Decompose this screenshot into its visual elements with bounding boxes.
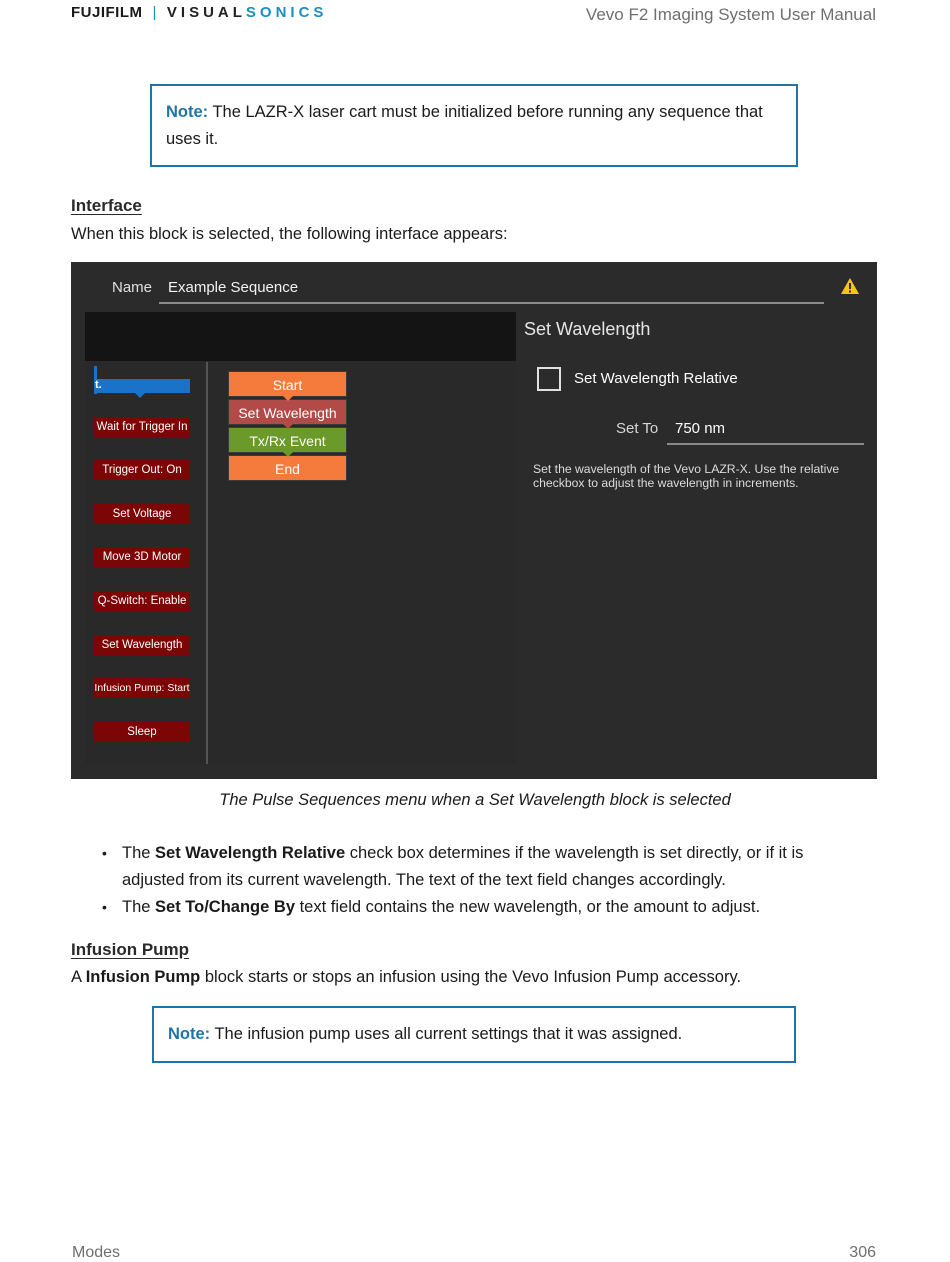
sequence-block-label: End <box>275 461 300 477</box>
figure-caption: The Pulse Sequences menu when a Set Wavelength block is selected <box>219 791 731 809</box>
palette-divider <box>206 362 208 764</box>
sequence-block-label: Start <box>272 377 303 393</box>
footer-section-name: Modes <box>72 1244 121 1261</box>
sequence-block-end[interactable] <box>228 455 347 481</box>
bullet-text-pre: The <box>122 898 156 916</box>
infusion-pump-description <box>71 968 741 987</box>
section-heading-interface: Interface <box>71 196 142 215</box>
sequence-block-tx-rx-event[interactable] <box>228 427 347 453</box>
bullet-item-relative <box>100 840 840 894</box>
bullet-text-post: check box determines if the wavelength is set directly, or if it is adjusted from its current wavelength. The text of the text field changes accordingly. <box>122 844 804 889</box>
palette-block-set-voltage[interactable]: Set Voltage <box>94 504 190 524</box>
bullet-text-pre: The <box>122 844 156 862</box>
sequence-block-start[interactable] <box>228 371 347 397</box>
selection-arrow-icon <box>135 393 145 398</box>
interface-intro: When this block is selected, the following interface appears: <box>71 225 508 243</box>
properties-panel-title: Set Wavelength <box>524 319 651 339</box>
note-box-laser <box>150 84 798 167</box>
bullet-item-set-to <box>100 894 840 921</box>
sequence-block-set-wavelength[interactable] <box>228 399 347 425</box>
block-description: Set the wavelength of the Vevo LAZR-X. Use the relative checkbox to adjust the wavelength in increments. <box>533 462 840 490</box>
selected-block-marker: t. <box>95 379 102 391</box>
palette-block-wait-trigger[interactable]: Wait for Trigger In <box>94 417 190 437</box>
bullet-text-post: text field contains the new wavelength, or the amount to adjust. <box>295 898 761 916</box>
name-label: Name <box>112 279 153 296</box>
palette-block-set-wavelength[interactable]: Set Wavelength <box>94 635 190 655</box>
logo-divider: | <box>152 4 157 21</box>
bullet-text-bold: Set Wavelength Relative <box>155 844 346 862</box>
note-label: Note: <box>166 103 209 121</box>
note-text: The infusion pump uses all current settings that it was assigned. <box>210 1025 683 1043</box>
manual-title: Vevo F2 Imaging System User Manual <box>585 5 876 24</box>
page-number: 306 <box>849 1244 876 1261</box>
section-heading-infusion-pump: Infusion Pump <box>71 940 190 959</box>
logo-visual-text: VISUAL <box>166 4 246 21</box>
selected-block-indicator[interactable] <box>94 379 190 393</box>
note-label: Note: <box>168 1025 211 1043</box>
palette-block-q-switch[interactable]: Q-Switch: Enable <box>94 591 190 611</box>
note-box-infusion <box>152 1006 796 1063</box>
sequence-header-bar <box>85 312 516 361</box>
palette-block-sleep[interactable]: Sleep <box>94 722 190 742</box>
sequence-name-input[interactable]: Example Sequence <box>168 279 299 296</box>
fujifilm-visualsonics-logo <box>71 4 327 21</box>
logo-sonics-text: SONICS <box>245 4 328 21</box>
pulse-sequences-screenshot <box>71 262 877 779</box>
connector-notch <box>283 424 293 429</box>
infusion-text-pre: A <box>71 968 86 986</box>
name-input-underline <box>159 302 824 304</box>
sequence-block-label: Tx/Rx Event <box>249 433 326 449</box>
note-text: The LAZR-X laser cart must be initialized before running any sequence that uses it. <box>166 103 763 148</box>
sequence-block-label: Set Wavelength <box>238 405 337 421</box>
palette-block-infusion-pump[interactable]: Infusion Pump: Start <box>94 678 190 698</box>
warning-triangle-icon[interactable] <box>840 277 860 295</box>
set-to-input-underline <box>667 443 864 445</box>
connector-notch <box>283 396 293 401</box>
connector-notch <box>283 452 293 457</box>
infusion-text-post: block starts or stops an infusion using the Vevo Infusion Pump accessory. <box>200 968 742 986</box>
set-to-label: Set To <box>616 420 659 437</box>
palette-block-trigger-out[interactable]: Trigger Out: On <box>94 460 190 480</box>
logo-fujifilm-text: FUJIFILM <box>71 4 143 21</box>
infusion-text-bold: Infusion Pump <box>85 968 201 986</box>
palette-block-move-3d-motor[interactable]: Move 3D Motor <box>94 547 190 567</box>
bullet-text-bold: Set To/Change By <box>155 898 295 916</box>
bullet-list <box>100 840 840 921</box>
set-wavelength-relative-label: Set Wavelength Relative <box>574 370 738 387</box>
set-wavelength-relative-checkbox[interactable] <box>537 367 561 391</box>
set-to-input[interactable]: 750 nm <box>675 420 726 437</box>
